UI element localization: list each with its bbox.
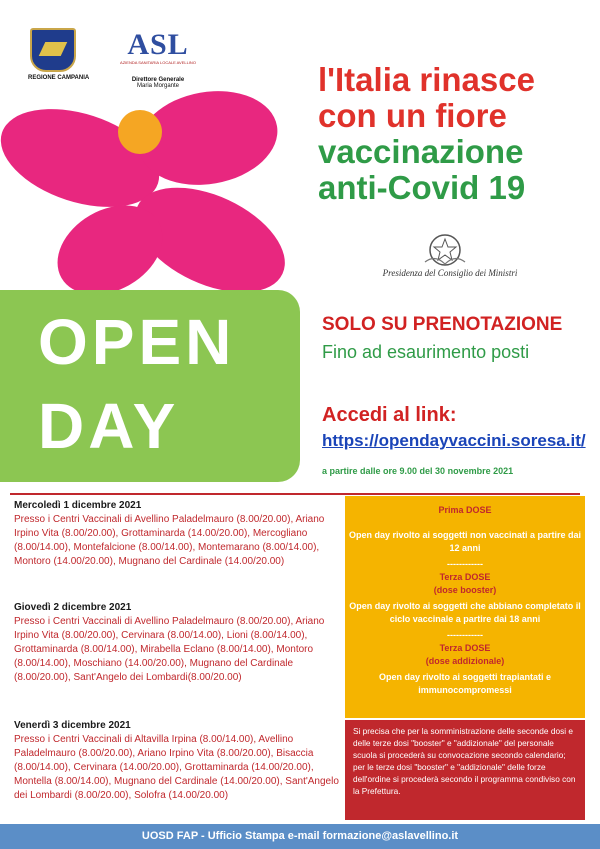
terza-dose-booster-title: Terza DOSE <box>439 572 491 582</box>
prima-dose-title: Prima DOSE <box>438 505 492 515</box>
start-date-label: a partire dalle ore 9.00 del 30 novembre 2021 <box>322 466 514 476</box>
campaign-line-2: con un fiore <box>318 97 507 134</box>
asl-mark: ASL <box>127 28 189 61</box>
schedule-day-title: Mercoledì 1 dicembre 2021 <box>14 500 142 511</box>
separator: ------------ <box>447 630 483 640</box>
schedule-day-title: Venerdì 3 dicembre 2021 <box>14 720 131 731</box>
terza-dose-booster-sub: (dose booster) <box>433 585 497 595</box>
schedule-day-text: Presso i Centri Vaccinali di Avellino Paladelmauro (8.00/20.00), Ariano Irpino Vita (8.00/20.00), Grottaminarda (14.00/20.00), Mercogliano (8.00/14.00), Montefalcione (8.00/14.00), Montemarano (8.00/14.00), Montoro (14.00/20.00), Mugnano del Cardinale (14.00/20.00) <box>14 514 325 567</box>
note-box: Si precisa che per la somministrazione delle seconde dosi e delle terze dosi "booster" e "addizionale" del personale scuola si procederà su convocazione secondo calendario; per le terze dosi "booster" e "addizionale" delle forze dell'ordine si procederà secondo il programma condiviso con la Prefettura. <box>345 720 585 820</box>
dose-info-box <box>345 496 585 718</box>
availability-label: Fino ad esaurimento posti <box>322 342 530 362</box>
campaign-line-1: l'Italia rinasce <box>318 61 535 98</box>
footer-bar: UOSD FAP - Ufficio Stampa e-mail formazione@aslavellino.it <box>0 824 600 849</box>
terza-dose-addizionale-sub: (dose addizionale) <box>425 656 505 666</box>
terza-dose-booster-text: Open day rivolto ai soggetti che abbiano completato il ciclo vaccinale a partire dai 18 anni <box>349 601 581 624</box>
asl-subtitle: AZIENDA SANITARIA LOCALE AVELLINO <box>120 60 196 65</box>
schedule-day-text: Presso i Centri Vaccinali di Altavilla Irpina (8.00/14.00), Avellino Paladelmauro (8.00/20.00), Ariano Irpino Vita (8.00/20.00), Bisaccia (8.00/14.00), Cervinara (14.00/20.00), Grottaminarda (14.00/20.00), Montella (8.00/14.00), Mugnano del Cardinale (14.00/20.00), Sant'Angelo dei Lombardi (8.00/20.00), Solofra (14.00/20.00) <box>14 734 339 801</box>
booking-link[interactable]: https://opendayvaccini.soresa.it/ <box>322 431 586 450</box>
schedule-day-1 <box>14 499 344 569</box>
director-title: Direttore Generale <box>131 77 185 83</box>
terza-dose-addizionale-title: Terza DOSE <box>439 643 491 653</box>
flower-icon <box>0 80 300 300</box>
schedule-day-text: Presso i Centri Vaccinali di Avellino Paladelmauro (8.00/20.00), Ariano Irpino Vita (8.00/20.00), Cervinara (8.00/14.00), Lioni (8.00/14.00), Grottaminarda (8.00/14.00), Mirabella Eclano (8.00/14.00), Montoro (8.00/14.00), Moschiano (14.00/20.00), Mugnano del Cardinale (8.00/20.00), Sant'Angelo dei Lombardi(8.00/20.00) <box>14 616 325 683</box>
schedule-day-3 <box>14 719 344 803</box>
campania-shield-icon <box>30 28 76 72</box>
campaign-title <box>318 62 588 206</box>
schedule-day-title: Giovedì 2 dicembre 2021 <box>14 602 132 613</box>
open-day-word-2: DAY <box>38 390 180 462</box>
booking-only-label: SOLO SU PRENOTAZIONE <box>322 314 563 335</box>
divider <box>10 493 580 495</box>
campaign-line-3: vaccinazione <box>318 133 524 170</box>
italian-emblem-icon <box>415 232 475 268</box>
prima-dose-text: Open day rivolto ai soggetti non vaccinati a partire dai 12 anni <box>348 530 582 553</box>
director-name: Maria Morgante <box>136 83 180 89</box>
terza-dose-addizionale-text: Open day rivolto ai soggetti trapiantati e immunocompromessi <box>378 672 552 695</box>
open-day-banner <box>0 290 300 482</box>
access-link-label: Accedi al link: <box>322 404 457 426</box>
campaign-line-4: anti-Covid 19 <box>318 169 526 206</box>
presidenza-label: Presidenza del Consiglio dei Ministri <box>382 268 518 278</box>
regione-campania-logo <box>28 28 90 81</box>
separator: ------------ <box>447 559 483 569</box>
schedule-day-2 <box>14 601 344 685</box>
region-label: REGIONE CAMPANIA <box>28 75 90 81</box>
open-day-word-1: OPEN <box>38 306 236 378</box>
